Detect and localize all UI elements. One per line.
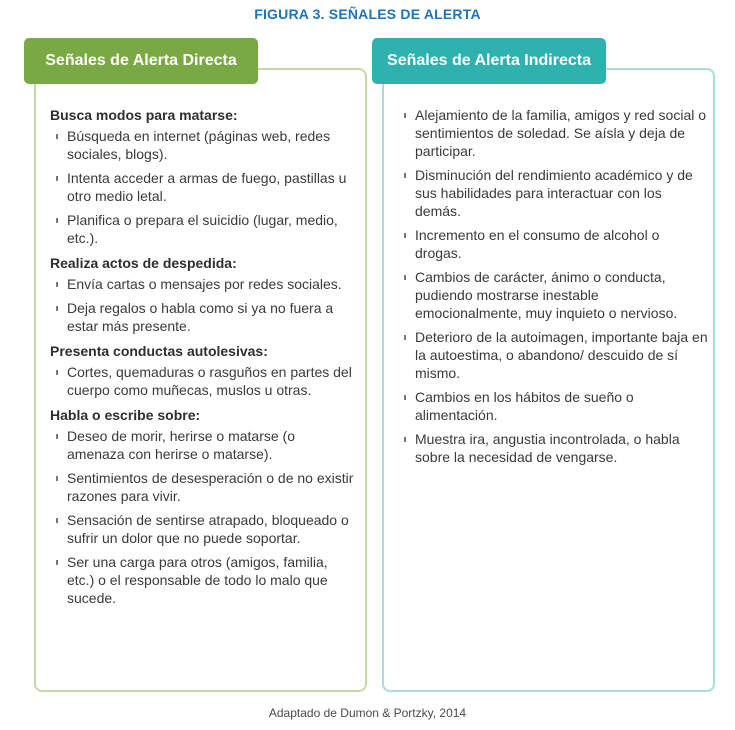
group-farewell-acts [50,254,356,335]
list-item: Cortes, quemaduras o rasguños en partes del cuerpo como muñecas, muslos u otras. [50,363,356,399]
direct-signals-tab: Señales de Alerta Directa [24,38,258,84]
list-item: Envía cartas o mensajes por redes sociales. [50,275,356,293]
group-heading: Habla o escribe sobre: [50,407,201,423]
bullet-list [50,127,356,247]
bullet-list [398,106,708,466]
group-heading: Presenta conductas autolesivas: [50,343,268,359]
list-item: Planifica o prepara el suicidio (lugar, medio, etc.). [50,211,356,247]
group-self-harm [50,342,356,399]
list-item: Alejamiento de la familia, amigos y red social o sentimientos de soledad. Se aísla y deja de participar. [398,106,708,160]
bullet-list [50,427,356,607]
group-talks-writes [50,406,356,607]
group-search-means [50,106,356,247]
list-item: Deseo de morir, herirse o matarse (o amenaza con herirse o matarse). [50,427,356,463]
source-caption: Adaptado de Dumon & Portzky, 2014 [268,706,467,720]
bullet-list [50,363,356,399]
list-item: Disminución del rendimiento académico y de sus habilidades para interactuar con los demás. [398,166,708,220]
list-item: Cambios en los hábitos de sueño o alimentación. [398,388,708,424]
group-heading: Busca modos para matarse: [50,107,238,123]
bullet-list [50,275,356,335]
list-item: Sensación de sentirse atrapado, bloqueado o sufrir un dolor que no puede soportar. [50,511,356,547]
list-item: Muestra ira, angustia incontrolada, o habla sobre la necesidad de vengarse. [398,430,708,466]
list-item: Cambios de carácter, ánimo o conducta, pudiendo mostrarse inestable emocionalmente, muy inquieto o nervioso. [398,268,708,322]
list-item: Búsqueda en internet (páginas web, redes sociales, blogs). [50,127,356,163]
list-item: Sentimientos de desesperación o de no existir razones para vivir. [50,469,356,505]
figure-title: FIGURA 3. SEÑALES DE ALERTA [254,6,481,22]
list-item: Deja regalos o habla como si ya no fuera a estar más presente. [50,299,356,335]
indirect-signals-content [398,106,708,472]
direct-signals-content [50,106,356,614]
list-item: Ser una carga para otros (amigos, familia, etc.) o el responsable de todo lo malo que sucede. [50,553,356,607]
group-heading: Realiza actos de despedida: [50,255,237,271]
indirect-signals-tab: Señales de Alerta Indirecta [372,38,606,84]
list-item: Intenta acceder a armas de fuego, pastillas u otro medio letal. [50,169,356,205]
list-item: Incremento en el consumo de alcohol o drogas. [398,226,708,262]
list-item: Deterioro de la autoimagen, importante baja en la autoestima, o abandono/ descuido de sí mismo. [398,328,708,382]
